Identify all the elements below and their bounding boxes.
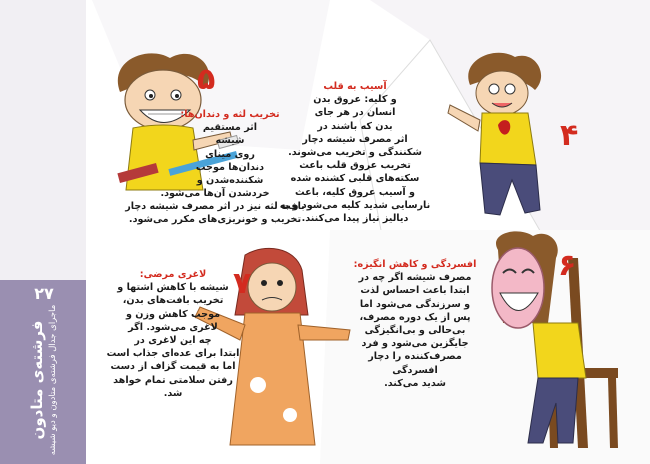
page-number: ۲۷ xyxy=(34,284,54,303)
section-depression-line: شدید می‌کند. xyxy=(384,377,446,389)
section-depression-line: و سرزندگی می‌شود اما xyxy=(359,298,471,310)
section-weight-line: شد. xyxy=(163,387,183,399)
depressed-character-illustration xyxy=(478,228,628,458)
section-number-5: ۵ xyxy=(197,62,216,97)
section-heart-line: دیالیز نیاز پیدا می‌کنند. xyxy=(301,213,409,225)
section-weight-line: شیشه با کاهش اشتها و xyxy=(117,282,229,294)
section-teeth-line: روی مینای xyxy=(205,148,255,160)
section-heart-line: نارسایی شدید کلیه می‌شود و به xyxy=(279,199,431,211)
section-number-6: ۶ xyxy=(558,248,577,283)
section-weight-line: ابتدا برای عده‌ای جذاب است xyxy=(106,348,240,360)
section-heart-line: بدن که باشند در xyxy=(317,120,393,132)
section-heart-line: شکنندگی و تخریب می‌شوند. xyxy=(288,147,422,159)
section-depression-line: ابتدا باعث احساس لذت xyxy=(360,285,470,297)
section-depression-text xyxy=(340,258,490,390)
section-heart-heading: آسیب به قلب xyxy=(323,81,387,92)
section-depression-line: مصرف شیشه اگر چه در xyxy=(358,272,472,284)
section-depression-line: مصرف‌کننده را دچار xyxy=(368,351,462,363)
section-weight-text xyxy=(98,268,248,400)
section-teeth-line: بافت لثه نیز در اثر مصرف شیشه دچار xyxy=(125,201,305,213)
section-weight-line: چه این لاغری در xyxy=(134,335,212,347)
section-depression-line: پس از یک دوره مصرف، xyxy=(359,311,471,323)
section-heart-line: سکته‌های قلبی کشنده شده xyxy=(290,173,420,185)
section-heart-line: تخریب عروق قلب باعث xyxy=(299,160,411,172)
section-teeth-line: شکننده‌شدن و xyxy=(196,175,264,187)
section-heart-line: و آسیب عروق کلیه، باعث xyxy=(295,186,415,198)
section-teeth-line: دندان‌ها موجب xyxy=(195,161,265,173)
section-teeth-line: اثر مستقیم xyxy=(202,122,258,134)
section-teeth-line: شیشه xyxy=(215,135,245,147)
section-heart-text xyxy=(275,80,435,225)
section-number-7: ۷ xyxy=(233,266,252,301)
section-depression-line: بی‌حالی و بی‌انگیزگی xyxy=(364,325,466,337)
section-depression-line: جایگزین می‌شود و فرد xyxy=(361,338,469,350)
section-weight-line: رفتن سلامتی تمام خواهد xyxy=(113,374,233,386)
section-depression-heading: افسردگی و کاهش انگیزه: xyxy=(353,259,477,270)
section-weight-line: تخریب بافت‌های بدن، xyxy=(122,295,224,307)
section-heart-line: اثر مصرف شیشه دچار xyxy=(302,133,408,145)
section-teeth-line: تخریب و خونریزی‌های مکرر می‌شود. xyxy=(128,214,302,226)
section-weight-line: لاغری می‌شود. اگر xyxy=(128,321,218,333)
section-weight-line: موجب کاهش وزن و xyxy=(125,308,221,320)
section-teeth-heading: تخریب لثه و دندان‌ها: xyxy=(180,109,280,120)
section-heart-line: انسان در هر جای xyxy=(314,107,396,119)
section-depression-line: افسردگی xyxy=(392,364,438,376)
sidebar-title: فرشته‌ی متادون xyxy=(28,320,46,440)
section-weight-heading: لاغری مرضی: xyxy=(139,269,207,280)
sidebar-subtitle: ماجرای جدال فرشته‌ی متادون و دیو شیشه xyxy=(48,304,58,456)
section-heart-line: و کلیه: عروق بدن xyxy=(313,94,397,106)
section-number-4: ۴ xyxy=(560,118,579,153)
section-weight-line: اما به قیمت گزاف از دست xyxy=(110,361,236,373)
section-teeth-line: خردشدن آن‌ها می‌شود. xyxy=(160,188,270,199)
